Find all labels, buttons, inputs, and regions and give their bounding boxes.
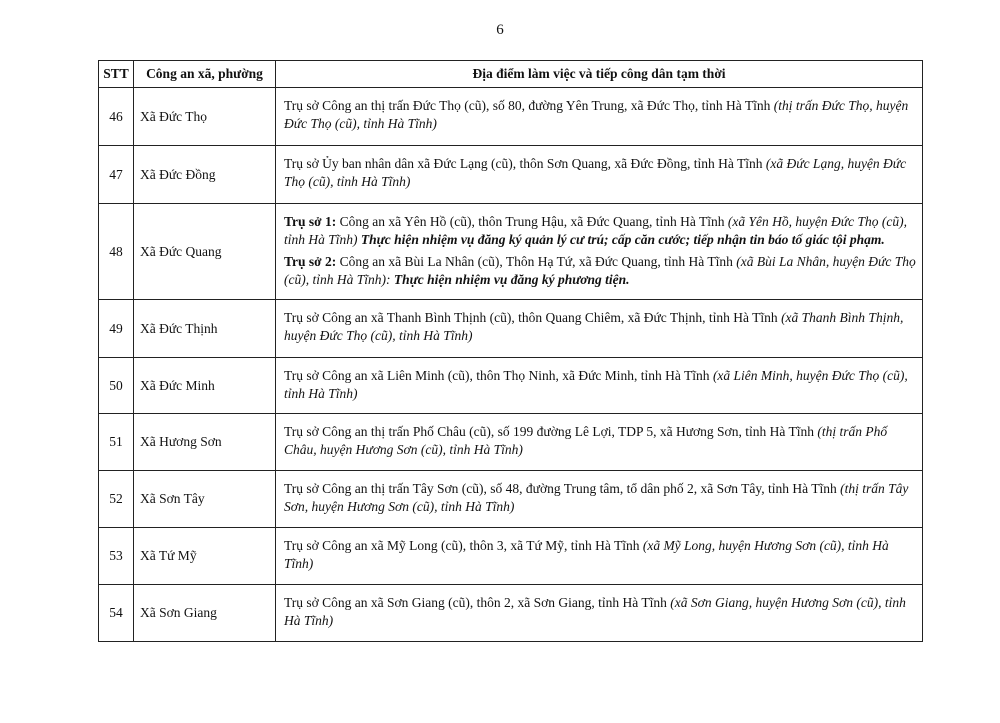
office-1-text: Công an xã Yên Hồ (cũ), thôn Trung Hậu, xã Đức Quang, tỉnh Hà Tĩnh — [336, 214, 728, 229]
office-2-label: Trụ sở 2: — [284, 254, 337, 269]
location-text: Trụ sở Ủy ban nhân dân xã Đức Lạng (cũ), thôn Sơn Quang, xã Đức Đồng, tỉnh Hà Tĩnh — [284, 156, 766, 171]
row-stt: 49 — [99, 300, 134, 358]
row-unit-name: Xã Sơn Tây — [134, 471, 276, 528]
row-unit-name: Xã Tứ Mỹ — [134, 528, 276, 585]
location-table — [98, 60, 923, 642]
row-stt: 52 — [99, 471, 134, 528]
row-unit-name: Xã Sơn Giang — [134, 585, 276, 642]
row-stt: 47 — [99, 146, 134, 204]
header-location: Địa điểm làm việc và tiếp công dân tạm thời — [276, 61, 923, 88]
row-location — [276, 528, 923, 585]
row-stt: 51 — [99, 414, 134, 471]
row-location — [276, 300, 923, 358]
row-unit-name: Xã Đức Minh — [134, 358, 276, 414]
row-location — [276, 414, 923, 471]
row-location — [276, 88, 923, 146]
location-note: (thị trấn Phố Châu, huyện Hương Sơn (cũ), tỉnh Hà Tĩnh) — [284, 424, 888, 457]
table-row — [99, 528, 923, 585]
location-note: (xã Thanh Bình Thịnh, huyện Đức Thọ (cũ), tỉnh Hà Tĩnh) — [284, 310, 904, 343]
header-stt: STT — [99, 61, 134, 88]
table-row — [99, 471, 923, 528]
header-unit: Công an xã, phường — [134, 61, 276, 88]
location-text: Trụ sở Công an thị trấn Đức Thọ (cũ), số 80, đường Yên Trung, xã Đức Thọ, tỉnh Hà Tĩnh — [284, 98, 774, 113]
location-note: (xã Mỹ Long, huyện Hương Sơn (cũ), tỉnh Hà Tĩnh) — [284, 538, 889, 571]
table-row — [99, 358, 923, 414]
row-location — [276, 204, 923, 300]
row-location — [276, 146, 923, 204]
location-note: (thị trấn Tây Sơn, huyện Hương Sơn (cũ), tỉnh Hà Tĩnh) — [284, 481, 909, 514]
office-1 — [284, 213, 916, 249]
page-number: 6 — [496, 22, 504, 38]
row-location — [276, 471, 923, 528]
row-stt: 50 — [99, 358, 134, 414]
office-1-note: (xã Yên Hồ, huyện Đức Thọ (cũ), tỉnh Hà Tĩnh) — [284, 214, 907, 247]
row-unit-name: Xã Đức Đồng — [134, 146, 276, 204]
row-stt: 53 — [99, 528, 134, 585]
office-2-duty: Thực hiện nhiệm vụ đăng ký phương tiện. — [390, 272, 630, 287]
row-unit-name: Xã Hương Sơn — [134, 414, 276, 471]
location-text: Trụ sở Công an xã Sơn Giang (cũ), thôn 2, xã Sơn Giang, tỉnh Hà Tĩnh — [284, 595, 671, 610]
office-1-duty: Thực hiện nhiệm vụ đăng ký quản lý cư trú; cấp căn cước; tiếp nhận tin báo tố giác tội phạm. — [357, 232, 885, 247]
row-unit-name: Xã Đức Quang — [134, 204, 276, 300]
office-2-text: Công an xã Bùi La Nhân (cũ), Thôn Hạ Tứ, xã Đức Quang, tỉnh Hà Tĩnh — [336, 254, 737, 269]
row-location — [276, 585, 923, 642]
location-text: Trụ sở Công an xã Thanh Bình Thịnh (cũ), thôn Quang Chiêm, xã Đức Thịnh, tỉnh Hà Tĩnh — [284, 310, 782, 325]
row-location — [276, 358, 923, 414]
location-note: (xã Sơn Giang, huyện Hương Sơn (cũ), tỉnh Hà Tĩnh) — [284, 595, 906, 628]
table-row — [99, 146, 923, 204]
location-note: (thị trấn Đức Thọ, huyện Đức Thọ (cũ), tỉnh Hà Tĩnh) — [284, 98, 909, 131]
location-note: (xã Liên Minh, huyện Đức Thọ (cũ), tỉnh Hà Tĩnh) — [284, 368, 908, 401]
location-text: Trụ sở Công an xã Mỹ Long (cũ), thôn 3, xã Tứ Mỹ, tỉnh Hà Tĩnh — [284, 538, 643, 553]
location-text: Trụ sở Công an thị trấn Tây Sơn (cũ), số 48, đường Trung tâm, tổ dân phố 2, xã Sơn Tây, tỉnh Hà Tĩnh — [284, 481, 841, 496]
table-row — [99, 300, 923, 358]
row-stt: 46 — [99, 88, 134, 146]
office-2 — [284, 253, 916, 289]
row-stt: 48 — [99, 204, 134, 300]
table-header-row — [99, 61, 923, 88]
location-text: Trụ sở Công an thị trấn Phố Châu (cũ), số 199 đường Lê Lợi, TDP 5, xã Hương Sơn, tỉnh Hà Tĩnh — [284, 424, 818, 439]
table-row — [99, 204, 923, 300]
row-stt: 54 — [99, 585, 134, 642]
office-2-note: (xã Bùi La Nhân, huyện Đức Thọ (cũ), tỉnh Hà Tĩnh): — [284, 254, 916, 287]
office-1-label: Trụ sở 1: — [284, 214, 337, 229]
table-row — [99, 88, 923, 146]
row-unit-name: Xã Đức Thịnh — [134, 300, 276, 358]
row-unit-name: Xã Đức Thọ — [134, 88, 276, 146]
location-note: (xã Đức Lạng, huyện Đức Thọ (cũ), tỉnh Hà Tĩnh) — [284, 156, 907, 189]
table-row — [99, 585, 923, 642]
location-text: Trụ sở Công an xã Liên Minh (cũ), thôn Thọ Ninh, xã Đức Minh, tỉnh Hà Tĩnh — [284, 368, 713, 383]
table-row — [99, 414, 923, 471]
